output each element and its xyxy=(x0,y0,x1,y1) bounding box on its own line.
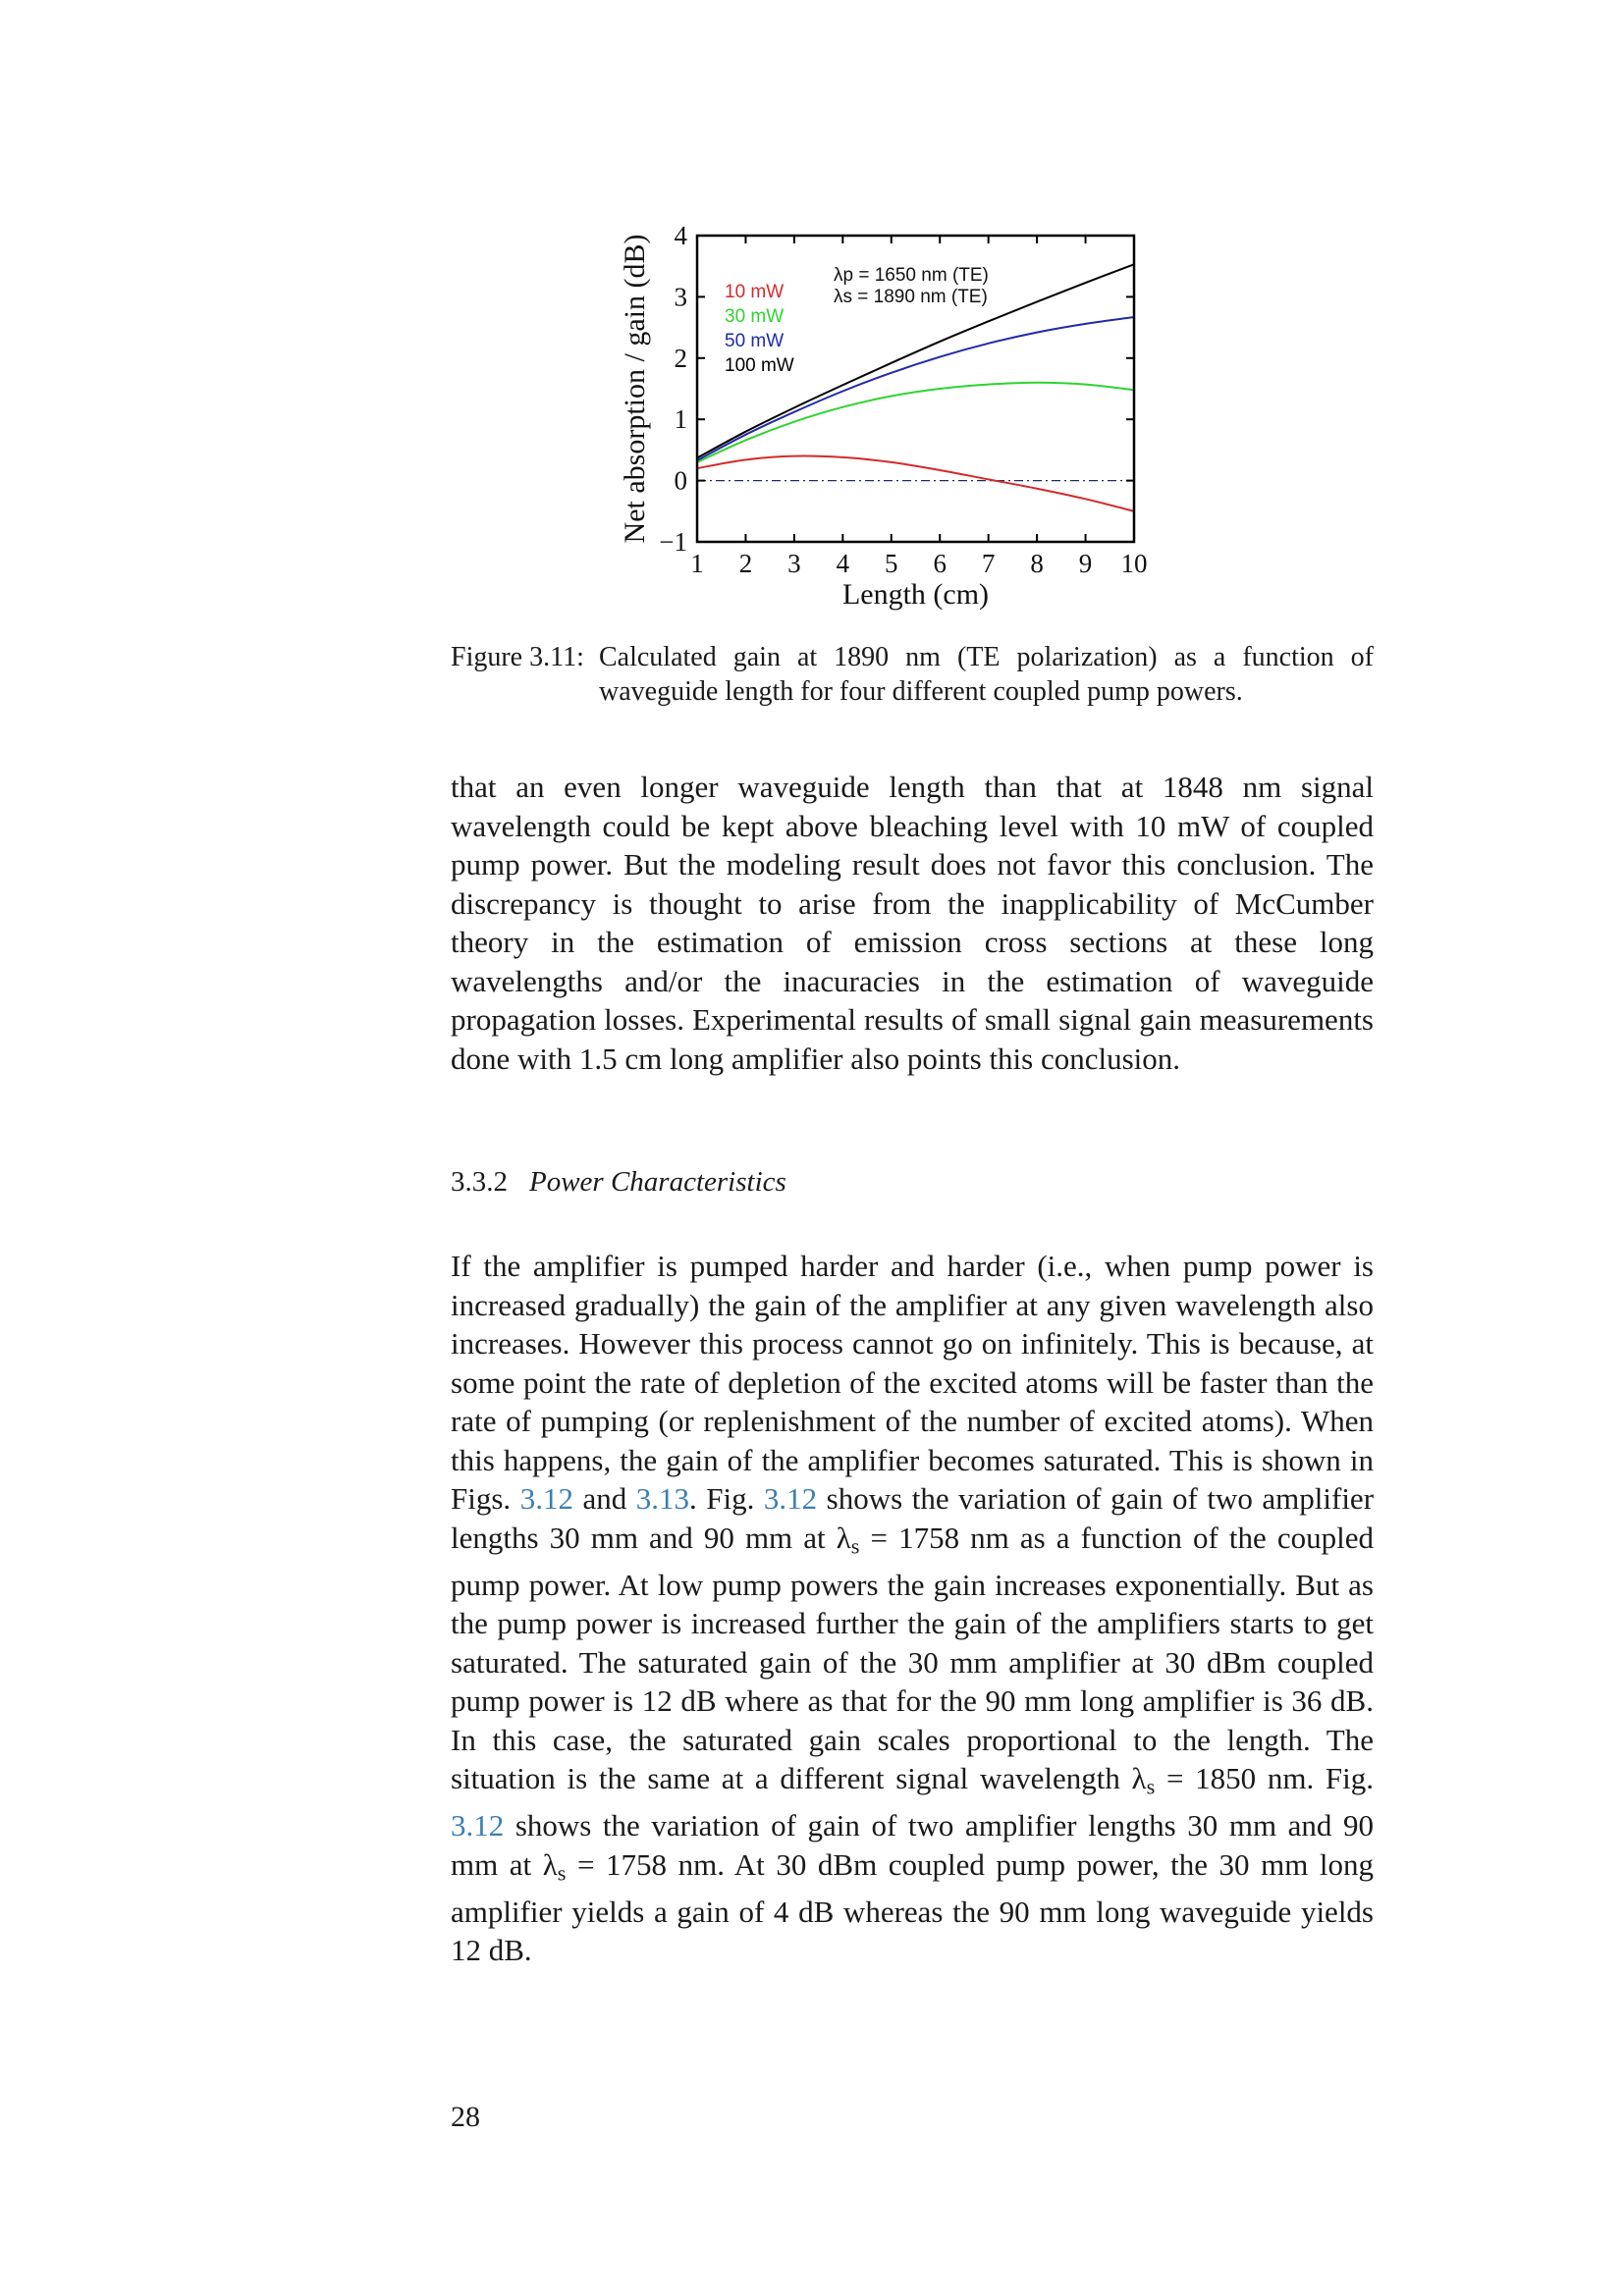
y-tick-label: 4 xyxy=(674,221,687,250)
gain-chart-svg xyxy=(599,218,1168,620)
subsection-number: 3.3.2 xyxy=(451,1166,508,1198)
legend-entry: 30 mW xyxy=(725,306,785,327)
x-tick-label: 2 xyxy=(738,549,753,578)
y-tick-label: −1 xyxy=(659,527,687,557)
y-tick-label: 0 xyxy=(674,465,687,496)
y-tick-label: 3 xyxy=(674,282,687,312)
p2-text: shows the variation of gain of two amplifier lengths 30 mm and 90 mm at λ xyxy=(451,1481,1375,1555)
y-tick-label: 2 xyxy=(674,343,687,373)
p2-text: If the amplifier is pumped harder and harder (i.e., when pump power is increased gradually) the gain of the amplifier at any given wavelength also increases. However this process cannot go on infinitely. This is because, at some point the rate of depletion of the excited atoms will be faster than the rate of pumping (or replenishment of the number of excited atoms). When this happens, the gain of the amplifier becomes saturated. This is shown in Figs. xyxy=(451,1249,1374,1516)
p2-text: shows the variation of gain of two amplifier lengths 30 mm and 90 mm at λ xyxy=(451,1808,1374,1882)
page-number: 28 xyxy=(451,2101,480,2133)
x-tick-label: 10 xyxy=(1120,549,1148,578)
x-tick-label: 5 xyxy=(885,549,898,578)
p2-text: = 1758 nm as a function of the coupled pump power. At low pump powers the gain increases exponentially. But as the pump power is increased further the gain of the amplifiers starts to get saturated. The saturated gain of the 30 mm amplifier at 30 dBm coupled pump power is 12 dB where as that for the 90 mm long amplifier is 36 dB. In this case, the saturated gain scales proportional to the length. The situation is the same at a different signal wavelength λ xyxy=(451,1520,1374,1796)
subsection-title: Power Characteristics xyxy=(529,1166,786,1198)
x-tick-label: 3 xyxy=(787,549,801,578)
y-tick-label: 1 xyxy=(674,404,687,435)
caption-label: Figure 3.11: xyxy=(451,642,584,672)
figure-ref-link[interactable]: 3.12 xyxy=(451,1808,505,1843)
p2-text: = 1758 nm. At 30 dBm coupled pump power, the 30 mm long amplifier yields a gain of 4 dB whereas the 90 mm long waveguide yields 12 dB. xyxy=(451,1846,1374,1968)
lambda-subscript: s xyxy=(557,1860,567,1886)
paragraph-1: that an even longer waveguide length than that at 1848 nm signal wavelength could be kept above bleaching level with 10 mW of coupled pump power. But the modeling result does not favor this conclusion. The discrepancy is thought to arise from the inapplicability of McCumber theory in the estimation of emission cross sections at these long wavelengths and/or the inacuracies in the estimation of waveguide propagation losses. Experimental results of small signal gain measurements done with 1.5 cm long amplifier also points this conclusion. xyxy=(451,770,1374,1076)
pump-wavelength-annotation: λp = 1650 nm (TE) xyxy=(834,265,989,286)
series-line-10mw xyxy=(697,456,1134,511)
signal-wavelength-annotation: λs = 1890 nm (TE) xyxy=(834,287,988,307)
figure-ref-link[interactable]: 3.12 xyxy=(763,1481,818,1516)
x-tick-label: 1 xyxy=(690,549,704,578)
paragraph-2 xyxy=(451,1247,1374,1970)
p2-text: . Fig. xyxy=(689,1481,764,1516)
legend-entry: 10 mW xyxy=(725,282,785,302)
figure-ref-link[interactable]: 3.13 xyxy=(635,1481,689,1516)
lambda-subscript: s xyxy=(850,1533,860,1559)
x-tick-label: 4 xyxy=(836,549,850,578)
x-axis-label: Length (cm) xyxy=(841,578,990,611)
lambda-subscript: s xyxy=(1146,1774,1156,1799)
figure-ref-link[interactable]: 3.12 xyxy=(519,1481,573,1516)
legend-entry: 100 mW xyxy=(725,355,794,376)
legend-entry: 50 mW xyxy=(725,331,785,351)
p2-text: = 1850 nm. Fig. xyxy=(1155,1761,1374,1796)
x-tick-label: 7 xyxy=(981,549,996,578)
caption-text: Calculated gain at 1890 nm (TE polarization) as a function of waveguide length for four different coupled pump powers. xyxy=(599,642,1374,707)
gain-chart xyxy=(599,218,1168,620)
figure-caption xyxy=(451,640,1374,709)
subsection-heading xyxy=(451,1166,786,1199)
x-tick-label: 9 xyxy=(1078,549,1093,578)
x-tick-label: 8 xyxy=(1030,549,1044,578)
p2-text: and xyxy=(572,1481,636,1516)
x-tick-label: 6 xyxy=(933,549,947,578)
y-axis-label: Net absorption / gain (dB) xyxy=(619,234,651,544)
